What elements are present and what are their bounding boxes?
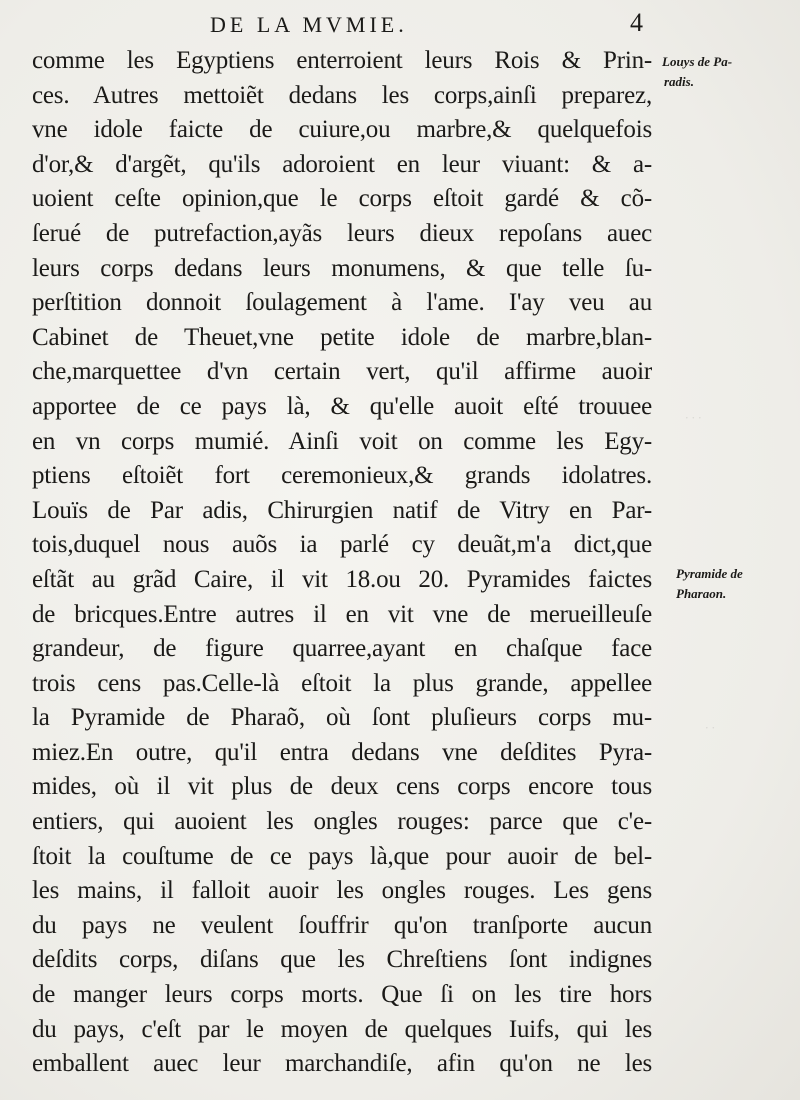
- text-line: grandeur, de figure quarree,ayant en chaſque face: [32, 635, 652, 663]
- text-line: d'or,& d'argẽt, qu'ils adoroient en leur viuant: & a-: [32, 150, 652, 178]
- margin-note-line: Louys de Pa-: [662, 54, 733, 69]
- text-line: emballent auec leur marchandiſe, afin qu'on ne les: [32, 1050, 652, 1078]
- text-line: trois cens pas.Celle-là eſtoit la plus grande, appellee: [32, 669, 652, 697]
- text-line: eſtãt au grãd Caire, il vit 18.ou 20. Pyramides faictes: [32, 565, 652, 593]
- text-line: la Pyramide de Pharaõ, où ſont pluſieurs corps mu-: [32, 704, 652, 732]
- text-line: de manger leurs corps morts. Que ſi on les tire hors: [32, 981, 652, 1009]
- text-line: che,marquettee d'vn certain vert, qu'il affirme auoir: [32, 358, 652, 386]
- text-line: ſtoit la couſtume de ce pays là,que pour auoir de bel-: [32, 842, 652, 870]
- text-line: Cabinet de Theuet,vne petite idole de marbre,blan-: [32, 323, 652, 351]
- bleed-through-marks: · · · · ·: [685, 410, 715, 735]
- text-line: leurs corps dedans leurs monumens, & que telle ſu-: [32, 254, 652, 282]
- text-line: apportee de ce pays là, & qu'elle auoit eſté trouuee: [32, 392, 652, 420]
- margin-note-line: radis.: [664, 74, 694, 89]
- text-line: deſdits corps, diſans que les Chreſtiens ſont indignes: [32, 946, 652, 974]
- text-line: ſerué de putrefaction,ayãs leurs dieux repoſans auec: [32, 219, 652, 247]
- text-line: ces. Autres mettoiẽt dedans les corps,ainſi preparez,: [32, 81, 652, 109]
- running-title: DE LA MVMIE.: [210, 12, 408, 37]
- page-number: 4: [630, 8, 643, 37]
- text-line: comme les Egyptiens enterroient leurs Rois & Prin-: [32, 47, 652, 74]
- margin-note-line: Pharaon.: [676, 586, 727, 601]
- text-line: du pays ne veulent ſouffrir qu'on tranſporte aucun: [32, 911, 652, 939]
- text-line: perſtition donnoit ſoulagement à l'ame. I'ay veu au: [32, 289, 652, 317]
- text-line: ptiens eſtoiẽt fort ceremonieux,& grands idolatres.: [32, 462, 652, 490]
- text-line: entiers, qui auoient les ongles rouges: parce que c'e-: [32, 808, 652, 836]
- margin-note-louys-de-paradis: [662, 52, 782, 92]
- text-line: vne idole faicte de cuiure,ou marbre,& quelquefois: [32, 116, 652, 144]
- margin-note-pyramide-de-pharaon: [676, 564, 796, 604]
- text-line: mides, où il vit plus de deux cens corps encore tous: [32, 773, 652, 801]
- margin-note-line: Pyramide de: [676, 566, 743, 581]
- text-line: Louïs de Par adis, Chirurgien natif de Vitry en Par-: [32, 496, 652, 524]
- text-line: miez.En outre, qu'il entra dedans vne deſdites Pyra-: [32, 738, 652, 766]
- text-line: les mains, il falloit auoir les ongles rouges. Les gens: [32, 877, 652, 905]
- main-text-block: [32, 44, 652, 1082]
- text-line: en vn corps mumié. Ainſi voit on comme les Egy-: [32, 427, 652, 455]
- text-line: du pays, c'eſt par le moyen de quelques Iuifs, qui les: [32, 1015, 652, 1043]
- text-line: uoient ceſte opinion,que le corps eſtoit gardé & cõ-: [32, 185, 652, 213]
- text-line: de bricques.Entre autres il en vit vne de merueilleuſe: [32, 600, 652, 628]
- text-line: tois,duquel nous auõs ia parlé cy deuãt,m'a dict,que: [32, 531, 652, 559]
